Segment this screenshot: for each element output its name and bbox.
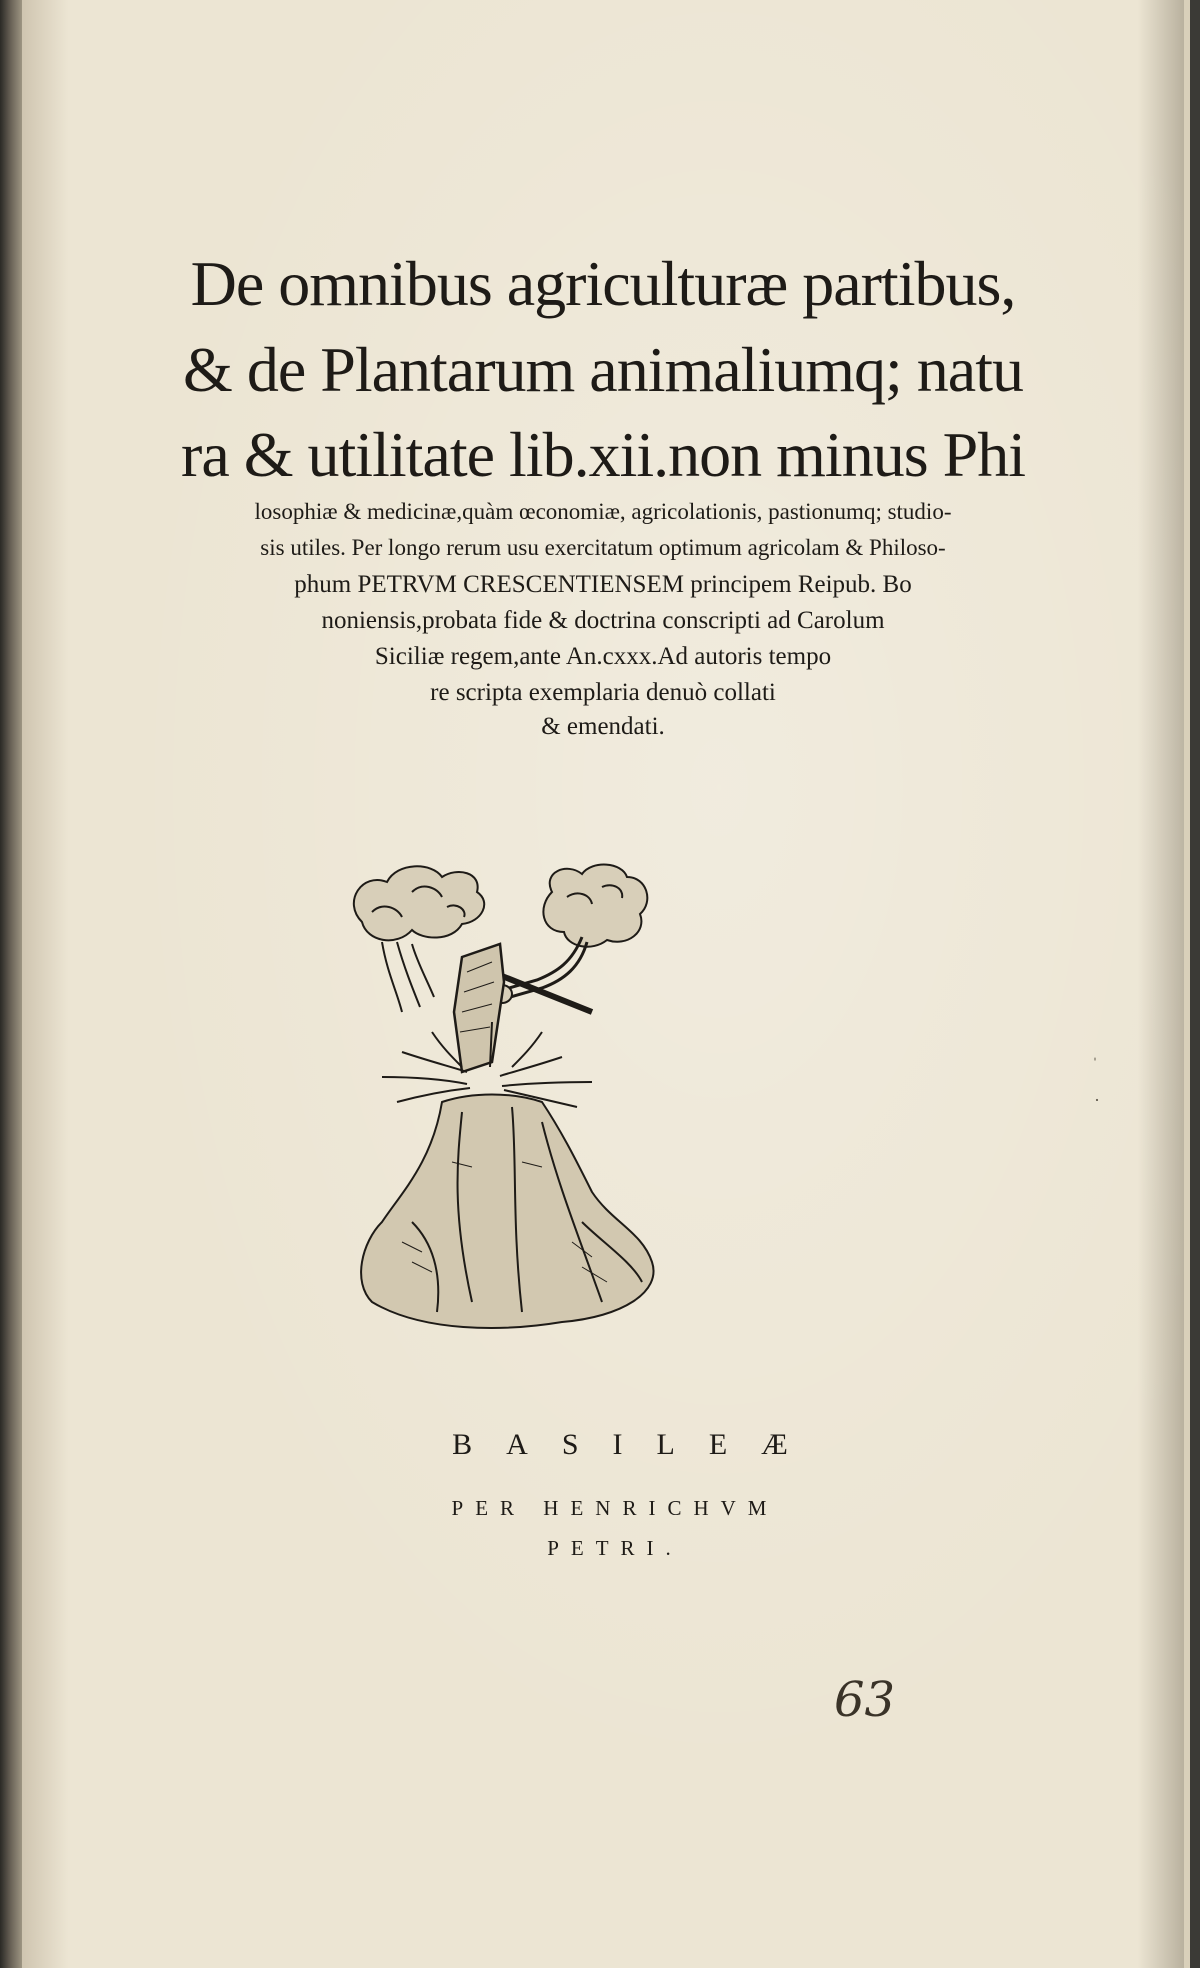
imprint-city: BASILEÆ bbox=[452, 1428, 822, 1461]
axe-rock-clouds-woodcut-icon bbox=[342, 862, 682, 1342]
title-line-3: ra & utilitate lib.xii.non minus Phi bbox=[181, 419, 1025, 490]
imprint-publisher: PER HENRICHVM bbox=[451, 1496, 779, 1520]
body-line-5: Siciliæ regem,ante An.cxxx.Ad autoris tempo bbox=[374, 643, 832, 670]
title-page bbox=[22, 0, 1190, 1968]
body-line-4: noniensis,probata fide & doctrina conscripti ad Carolum bbox=[321, 607, 885, 634]
body-line-6: re scripta exemplaria denuò collati bbox=[430, 679, 776, 706]
margin-mark: ˈ bbox=[1092, 1054, 1098, 1074]
handwritten-note: 63 bbox=[834, 1672, 896, 1728]
body-line-7: & emendati. bbox=[541, 713, 665, 740]
body-line-1: losophiæ & medicinæ,quàm œconomiæ, agricolationis, pastionumq; studio- bbox=[254, 499, 952, 524]
title-line-1: De omnibus agriculturæ partibus, bbox=[190, 248, 1016, 319]
body-line-3: phum PETRVM CRESCENTIENSEM principem Reipub. Bo bbox=[294, 571, 912, 598]
body-line-2: sis utiles. Per longo rerum usu exercitatum optimum agricolam & Philoso- bbox=[260, 535, 946, 560]
imprint-publisher-name: PETRI. bbox=[547, 1536, 683, 1560]
title-line-2: & de Plantarum animaliumq; natu bbox=[183, 334, 1023, 405]
margin-mark: · bbox=[1094, 1090, 1100, 1110]
